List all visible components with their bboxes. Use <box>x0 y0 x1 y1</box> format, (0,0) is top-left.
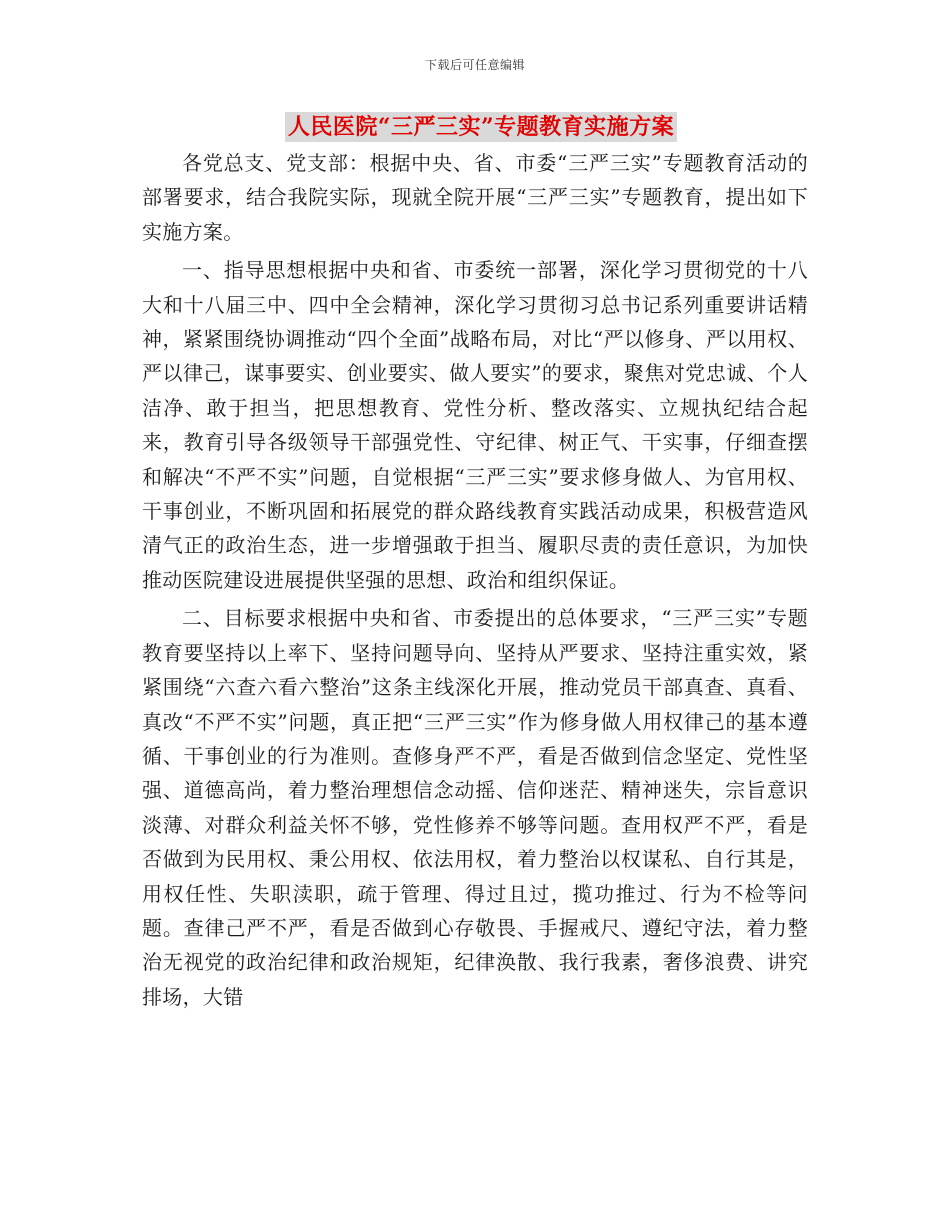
paragraph-intro: 各党总支、党支部：根据中央、省、市委“三严三实”专题教育活动的部署要求，结合我院实际，现就全院开展“三严三实”专题教育，提出如下实施方案。 <box>142 151 808 244</box>
header-note: 下载后可任意编辑 <box>424 58 525 72</box>
document-title: 人民医院“三严三实”专题教育实施方案 <box>285 112 677 142</box>
paragraph-guiding-ideology: 一、指导思想根据中央和省、市委统一部署，深化学习贯彻党的十八大和十八届三中、四中全会精神，深化学习贯彻习总书记系列重要讲话精神，紧紧围绕协调推动“四个全面”战略布局，对比“严以修身、严以用权、严以律己，谋事要实、创业要实、做人要实”的要求，聚焦对党忠诚、个人洁净、敢于担当，把思想教育、党性分析、整改落实、立规执纪结合起来，教育引导各级领导干部强党性、守纪律、树正气、干实事，仔细查摆和解决“不严不实”问题，自觉根据“三严三实”要求修身做人、为官用权、干事创业，不断巩固和拓展党的群众路线教育实践活动成果，积极营造风清气正的政治生态，进一步增强敢于担当、履职尽责的责任意识，为加快推动医院建设进展提供坚强的思想、政治和组织保证。 <box>142 258 808 592</box>
title-container <box>0 112 950 142</box>
paragraph-objectives: 二、目标要求根据中央和省、市委提出的总体要求，“三严三实”专题教育要坚持以上率下、坚持问题导向、坚持从严要求、坚持注重实效，紧紧围绕“六查六看六整治”这条主线深化开展，推动党员干部真查、真看、真改“不严不实”问题，真正把“三严三实”作为修身做人用权律己的基本遵循、干事创业的行为准则。查修身严不严，看是否做到信念坚定、党性坚强、道德高尚，着力整治理想信念动摇、信仰迷茫、精神迷失，宗旨意识淡薄、对群众利益关怀不够，党性修养不够等问题。查用权严不严，看是否做到为民用权、秉公用权、依法用权，着力整治以权谋私、自行其是，用权任性、失职渎职，疏于管理、得过且过，揽功推过、行为不检等问题。查律己严不严，看是否做到心存敬畏、手握戒尺、遵纪守法，着力整治无视党的政治纪律和政治规矩，纪律涣散、我行我素，奢侈浪费、讲究排场，大错 <box>142 606 808 1009</box>
document-body <box>142 146 808 1014</box>
